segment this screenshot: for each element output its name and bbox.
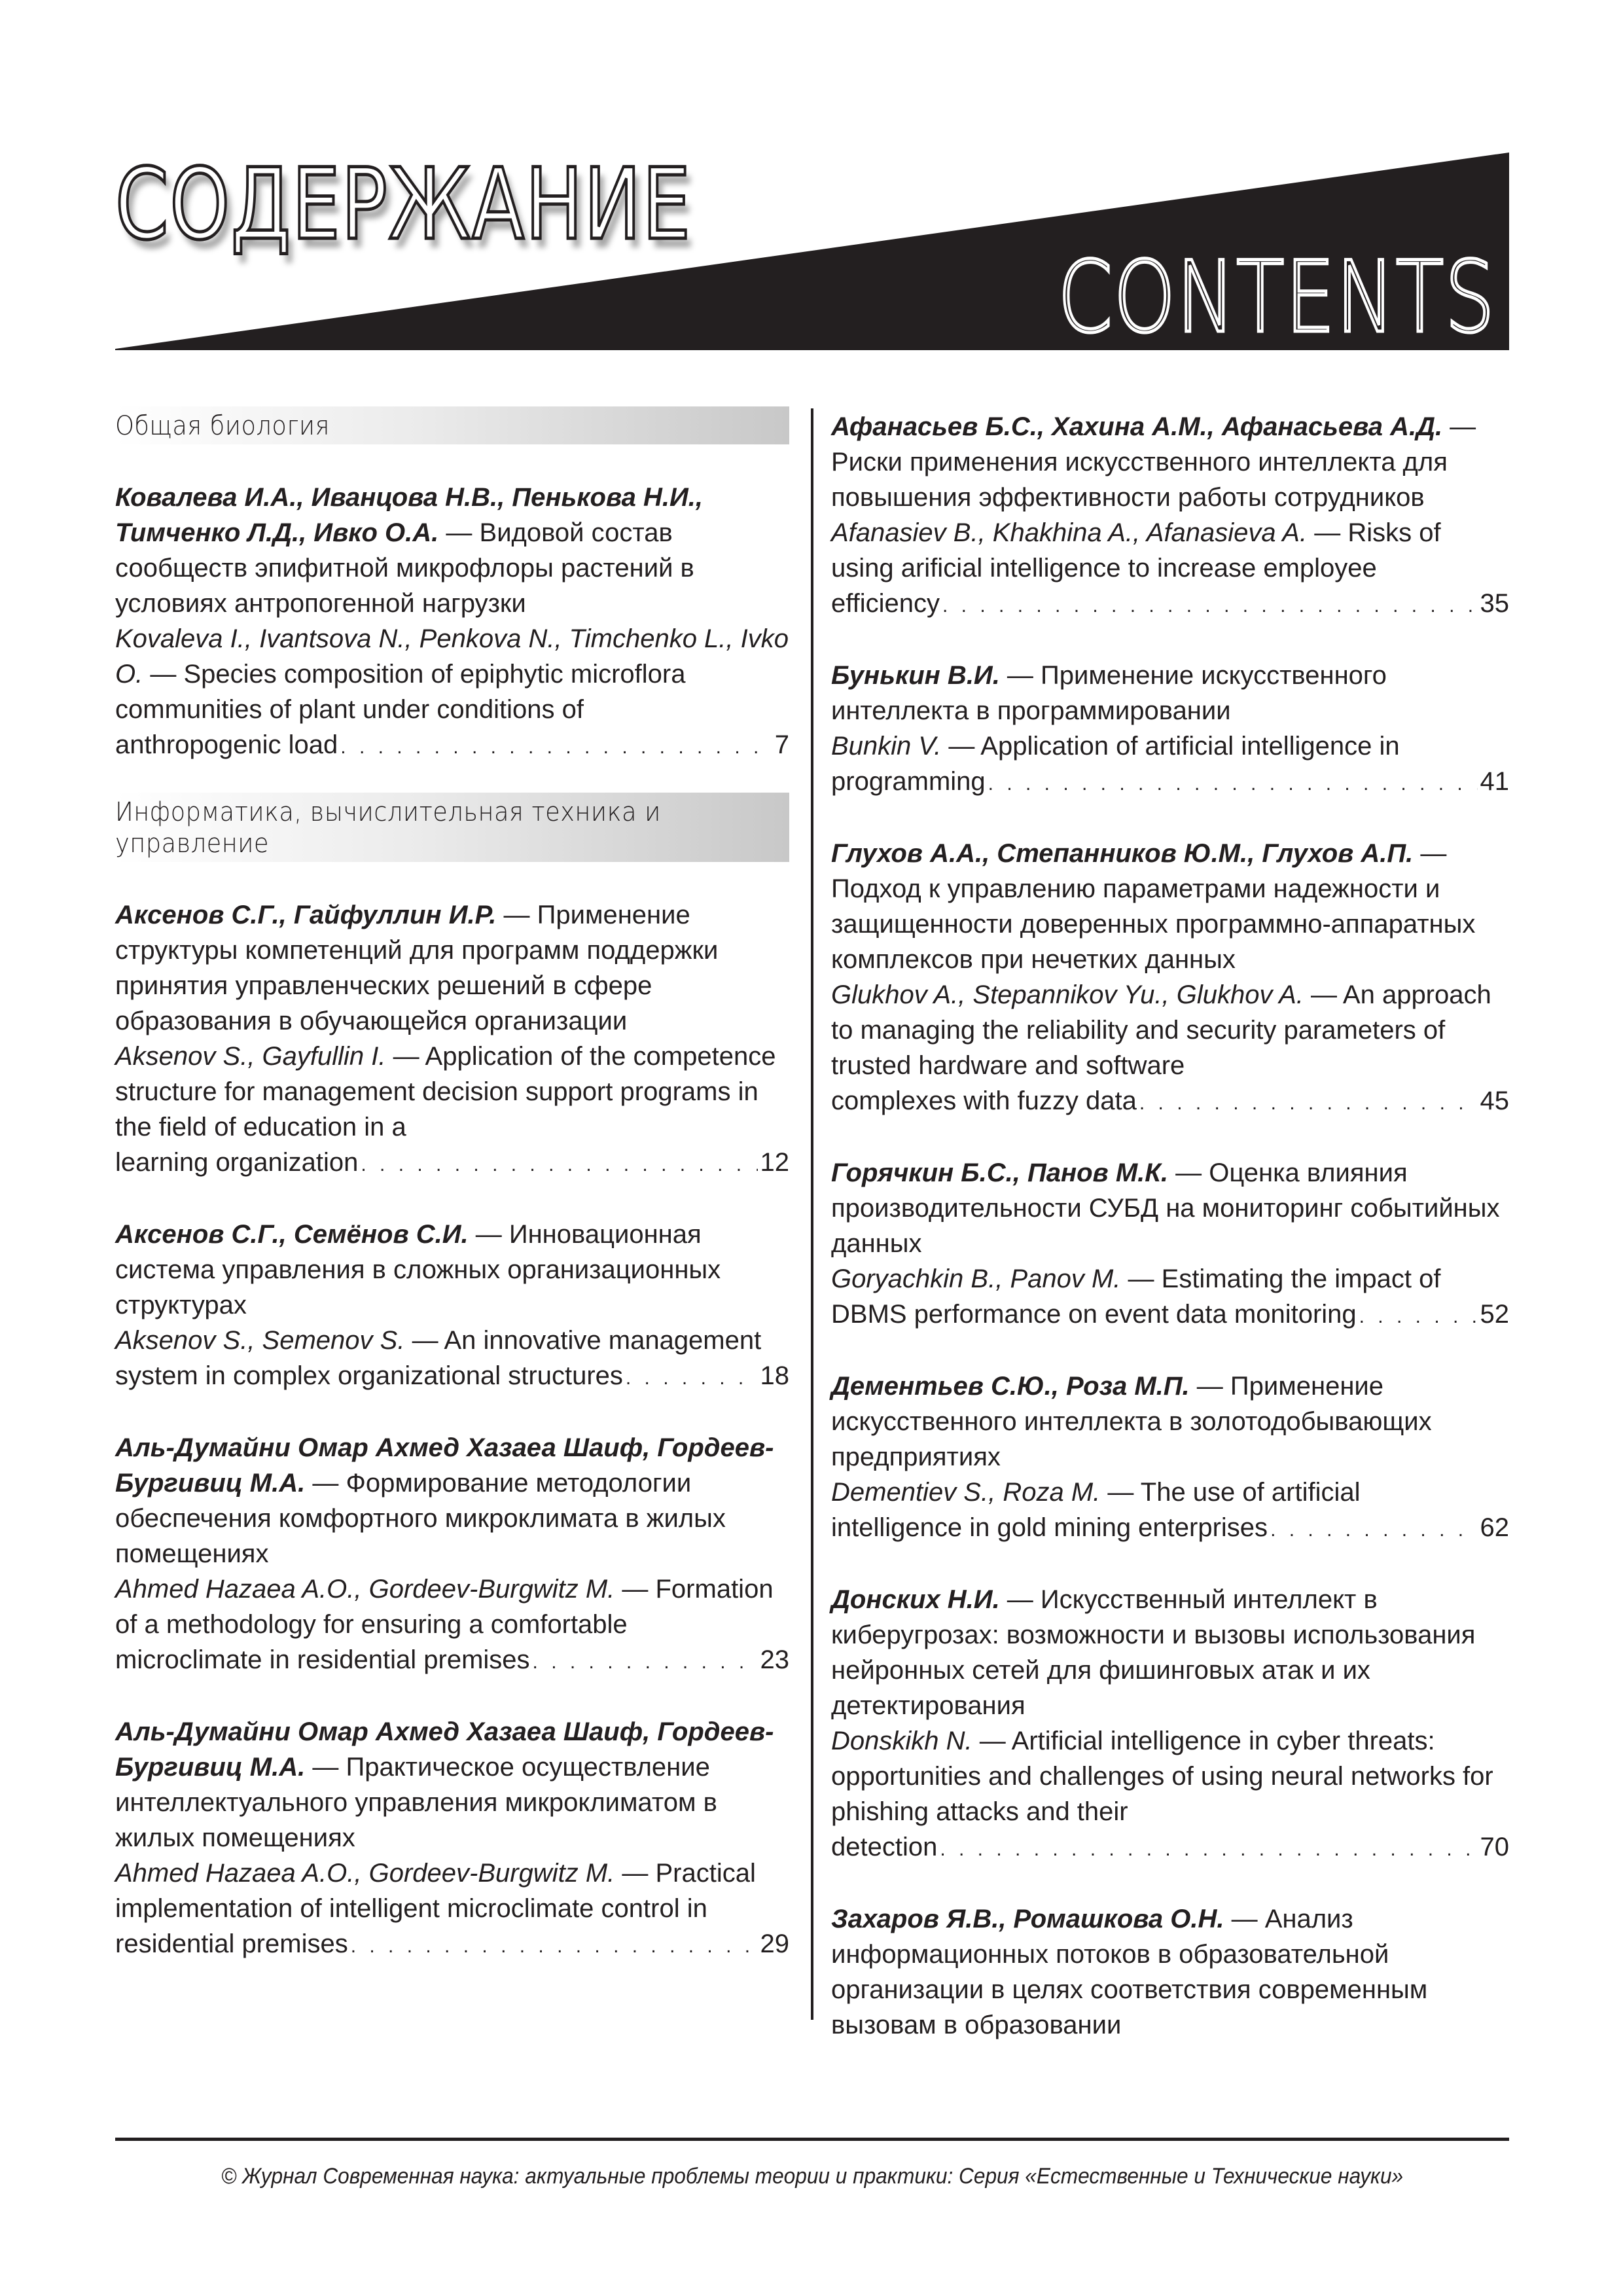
right-column <box>831 409 1509 2077</box>
toc-entry[interactable]: Афанасьев Б.С., Хахина А.М., Афанасьева А.Д. — Риски применения искусственного интеллекта для повышения эффективности работы сотрудников Afanasiev B., Khakhina A., Afanasieva A. — Risks of using arificial intelligence to increase employee efficiency . . . 35 <box>831 409 1509 624</box>
toc-entry[interactable]: Глухов А.А., Степанников Ю.М., Глухов А.П. — Подход к управлению параметрами надежности и защищенности доверенных программно-аппаратных комплексов при нечетких данных Glukhov A., Stepannikov Yu., Glukhov A. — An approach to managing the reliability and security parameters of trusted hardware and software complexes with fuzzy data . . . 45 <box>831 836 1509 1121</box>
toc-entry[interactable]: Аксенов С.Г., Семёнов С.И. — Инновационная система управления в сложных организационных структурах Aksenov S., Semenov S. — An innovative management system in complex organizational structures . . . 18 <box>115 1217 789 1396</box>
toc-entry[interactable]: Аксенов С.Г., Гайфуллин И.Р. — Применение структуры компетенций для программ поддержки принятия управленческих решений в сфере образования в обучающейся организации Aksenov S., Gayfullin I. — Application of the competence structure for management decision support programs in the field of education in a learning organization . . . 12 <box>115 897 789 1183</box>
toc-entry[interactable]: Аль-Думайни Омар Ахмед Хазаеа Шаиф, Гордеев-Бургивиц М.А. — Формирование методологии обеспечения комфортного микроклимата в жилых помещениях Ahmed Hazaea A.O., Gordeev-Burgwitz M. — Formation of a methodology for ensuring a comfortable microclimate in residential premises . . . 23 <box>115 1430 789 1680</box>
leader-dots <box>340 730 772 765</box>
page-number[interactable]: 70 <box>1480 1833 1509 1861</box>
leader-dots <box>1139 1086 1478 1121</box>
section-header-general-biology: Общая биология <box>115 406 789 444</box>
leader-dots <box>533 1645 758 1680</box>
page-number[interactable]: 62 <box>1480 1513 1509 1542</box>
page-number[interactable]: 41 <box>1480 767 1509 796</box>
column-divider <box>811 408 813 2020</box>
toc-entry[interactable]: Ковалева И.А., Иванцова Н.В., Пенькова Н.И., Тимченко Л.Д., Ивко О.А. — Видовой состав сообществ эпифитной микрофлоры растений в условиях антропогенной нагрузки Kovaleva I., Ivantsova N., Penkova N., Timchenko L., Ivko O. — Species composition of epiphytic microflora communities of plant under conditions of anthropogenic load . . . 7 <box>115 480 789 765</box>
leader-dots <box>361 1147 757 1183</box>
page-header <box>0 0 1623 367</box>
left-column <box>115 393 789 1998</box>
leader-dots <box>940 1832 1477 1867</box>
title-ru: Видовой состав сообществ эпифитной микрофлоры растений в условиях антропогенной нагрузки <box>115 518 694 618</box>
leader-dots <box>1359 1299 1478 1335</box>
page-number[interactable]: 23 <box>760 1645 789 1674</box>
toc-entry[interactable]: Дементьев С.Ю., Роза М.П. — Применение искусственного интеллекта в золотодобывающих предприятиях Dementiev S., Roza M. — The use of artificial intelligence in gold mining enterprises . . . 62 <box>831 1369 1509 1548</box>
page-number[interactable]: 35 <box>1480 589 1509 618</box>
page-number[interactable]: 18 <box>760 1361 789 1390</box>
title-english: CONTENTS <box>1057 241 1495 355</box>
toc-entry[interactable]: Аль-Думайни Омар Ахмед Хазаеа Шаиф, Гордеев-Бургивиц М.А. — Практическое осуществление интеллектуального управления микроклиматом в жилых помещениях Ahmed Hazaea A.O., Gordeev-Burgwitz M. — Practical implementation of intelligent microclimate control in residential premises . . . 29 <box>115 1714 789 1964</box>
leader-dots <box>1270 1513 1477 1548</box>
section-header-informatics: Информатика, вычислительная техника и управление <box>115 793 789 862</box>
page-number[interactable]: 45 <box>1480 1086 1509 1115</box>
toc-entry[interactable]: Горячкин Б.С., Панов М.К. — Оценка влияния производительности СУБД на мониторинг событийных данных Goryachkin B., Panov M. — Estimating the impact of DBMS performance on event data monitoring . . . 52 <box>831 1155 1509 1335</box>
toc-entry[interactable]: Донских Н.И. — Искусственный интеллект в киберугрозах: возможности и вызовы использования нейронных сетей для фишинговых атак и их детектирования Donskikh N. — Artificial intelligence in cyber threats: opportunities and challenges of using neural networks for phishing attacks and their detection . . . 70 <box>831 1582 1509 1867</box>
page-number[interactable]: 12 <box>760 1148 789 1177</box>
leader-dots <box>988 766 1478 802</box>
authors-en: Kovaleva I., Ivantsova N., Penkova N., Timchenko L., Ivko O. <box>115 624 789 689</box>
page-number[interactable]: 29 <box>760 1929 789 1958</box>
toc-entry[interactable]: Бунькин В.И. — Применение искусственного интеллекта в программировании Bunkin V. — Application of artificial intelligence in programming . . . 41 <box>831 658 1509 802</box>
leader-dots <box>626 1361 758 1396</box>
leader-dots <box>942 588 1477 624</box>
page-number[interactable]: 7 <box>774 730 789 759</box>
authors-ru: Ковалева И.А., Иванцова Н.В., Пенькова Н.И., Тимченко Л.Д., Ивко О.А. <box>115 483 703 547</box>
footer-rule <box>115 2138 1509 2141</box>
leader-dots <box>351 1929 758 1964</box>
title-russian: СОДЕРЖАНИЕ <box>115 148 692 262</box>
footer-copyright: © Журнал Современная наука: актуальные проблемы теории и практики: Серия «Естественные и Технические науки» <box>221 2164 1404 2189</box>
page-number[interactable]: 52 <box>1480 1300 1509 1329</box>
toc-entry[interactable]: Захаров Я.В., Ромашкова О.Н. — Анализ информационных потоков в образовательной организации в целях соответствия современным вызовам в образовании <box>831 1905 1428 2039</box>
title-en: Species composition of epiphytic microflora communities of plant under conditions of <box>115 660 686 724</box>
